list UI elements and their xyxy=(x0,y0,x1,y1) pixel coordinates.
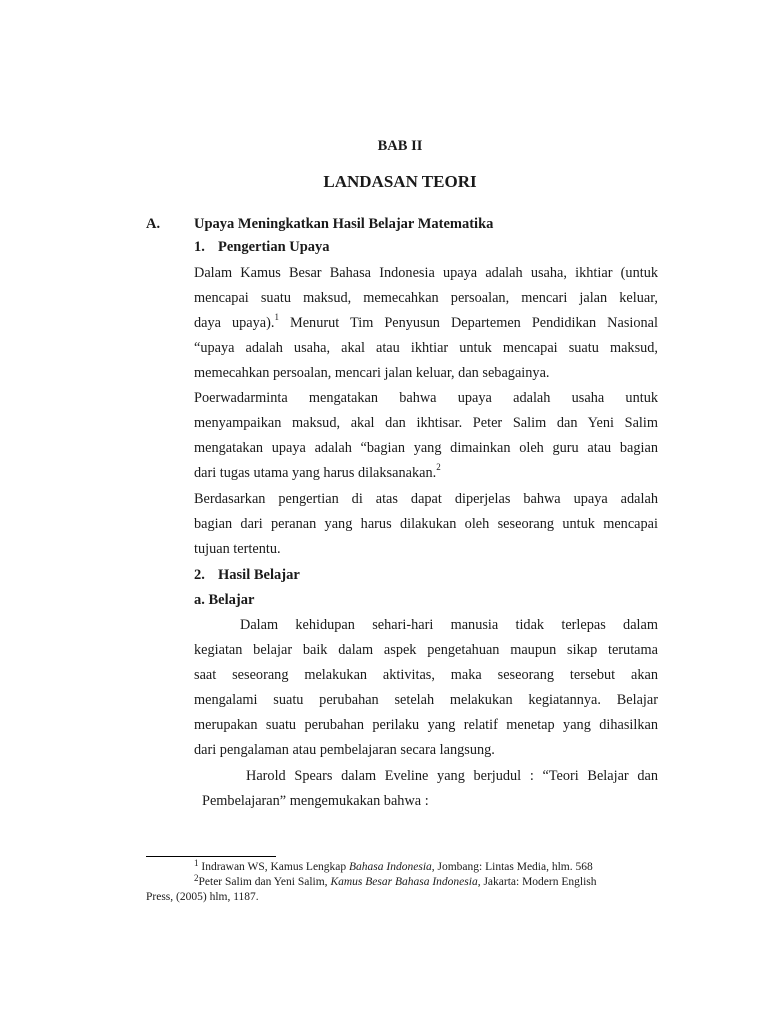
footnote-2-tail: , Jakarta: Modern English xyxy=(477,876,597,888)
sub2-number: 2. xyxy=(194,567,205,583)
para1-line2: mencapai suatu maksud, memecahkan persoalan, mencari jalan keluar, xyxy=(194,290,658,306)
sub1-heading: Pengertian Upaya xyxy=(218,239,330,255)
sub-a-heading: a. Belajar xyxy=(194,592,255,608)
para2-line3: mengatakan upaya adalah “bagian yang dimainkan oleh guru atau bagian xyxy=(194,440,658,456)
sub1-number: 1. xyxy=(194,239,205,255)
para4-line6: dari pengalaman atau pembelajaran secara langsung. xyxy=(194,742,495,758)
para4-line3: saat seseorang melakukan aktivitas, maka seseorang tersebut akan xyxy=(194,667,658,683)
footnote-1 xyxy=(194,858,593,873)
para1-line4: “upaya adalah usaha, akal atau ikhtiar untuk mencapai suatu maksud, xyxy=(194,340,658,356)
para3-line3: tujuan tertentu. xyxy=(194,541,281,557)
chapter-title: LANDASAN TEORI xyxy=(323,172,477,191)
footnote-2-italic: Kamus Besar Bahasa Indonesia xyxy=(330,876,478,888)
chapter-label: BAB II xyxy=(377,138,423,154)
para2-line4a: dari tugas utama yang harus dilaksanakan. xyxy=(194,465,437,481)
para2-line4 xyxy=(194,462,658,482)
para2-line1: Poerwadarminta mengatakan bahwa upaya adalah usaha untuk xyxy=(194,390,658,406)
sub2-heading: Hasil Belajar xyxy=(218,567,300,583)
footnote-ref-1: 1 xyxy=(274,312,279,322)
footnote-2-continuation: Press, (2005) hlm, 1187. xyxy=(146,891,259,903)
section-a-letter: A. xyxy=(146,216,161,232)
footnote-1-italic: Bahasa Indonesia xyxy=(349,861,432,873)
para1-line3 xyxy=(194,312,658,332)
footnote-1-tail: , Jombang: Lintas Media, hlm. 568 xyxy=(431,861,593,873)
para1-line1: Dalam Kamus Besar Bahasa Indonesia upaya adalah usaha, ikhtiar (untuk xyxy=(194,265,658,281)
para4-line1: Dalam kehidupan sehari-hari manusia tidak terlepas dalam xyxy=(240,617,658,633)
para5-line1: Harold Spears dalam Eveline yang berjudul : “Teori Belajar dan xyxy=(246,768,658,784)
para4-line5: merupakan suatu perubahan perilaku yang relatif menetap yang dihasilkan xyxy=(194,717,658,733)
para1-line3a: daya upaya). xyxy=(194,315,275,331)
footnote-2-text: Peter Salim dan Yeni Salim, xyxy=(198,876,331,888)
footnote-ref-2: 2 xyxy=(436,462,441,472)
footnote-2 xyxy=(194,873,597,888)
para4-line4: mengalami suatu perubahan setelah melakukan kegiatannya. Belajar xyxy=(194,692,658,708)
para3-line2: bagian dari peranan yang harus dilakukan oleh seseorang untuk mencapai xyxy=(194,516,658,532)
section-a-heading: Upaya Meningkatkan Hasil Belajar Matematika xyxy=(194,216,494,232)
para1-line5: memecahkan persoalan, mencari jalan keluar, dan sebagainya. xyxy=(194,365,550,381)
footnote-separator xyxy=(146,856,276,857)
footnote-1-text: Indrawan WS, Kamus Lengkap xyxy=(198,861,350,873)
para4-line2: kegiatan belajar baik dalam aspek pengetahuan maupun sikap terutama xyxy=(194,642,658,658)
footnote-2-mark: 2 xyxy=(194,873,199,883)
footnote-1-mark: 1 xyxy=(194,858,199,868)
para3-line1: Berdasarkan pengertian di atas dapat diperjelas bahwa upaya adalah xyxy=(194,491,658,507)
para5-line2: Pembelajaran” mengemukakan bahwa : xyxy=(202,793,429,809)
para2-line2: menyampaikan maksud, akal dan ikhtisar. Peter Salim dan Yeni Salim xyxy=(194,415,658,431)
para1-line3b: Menurut Tim Penyusun Departemen Pendidikan Nasional xyxy=(278,315,658,331)
